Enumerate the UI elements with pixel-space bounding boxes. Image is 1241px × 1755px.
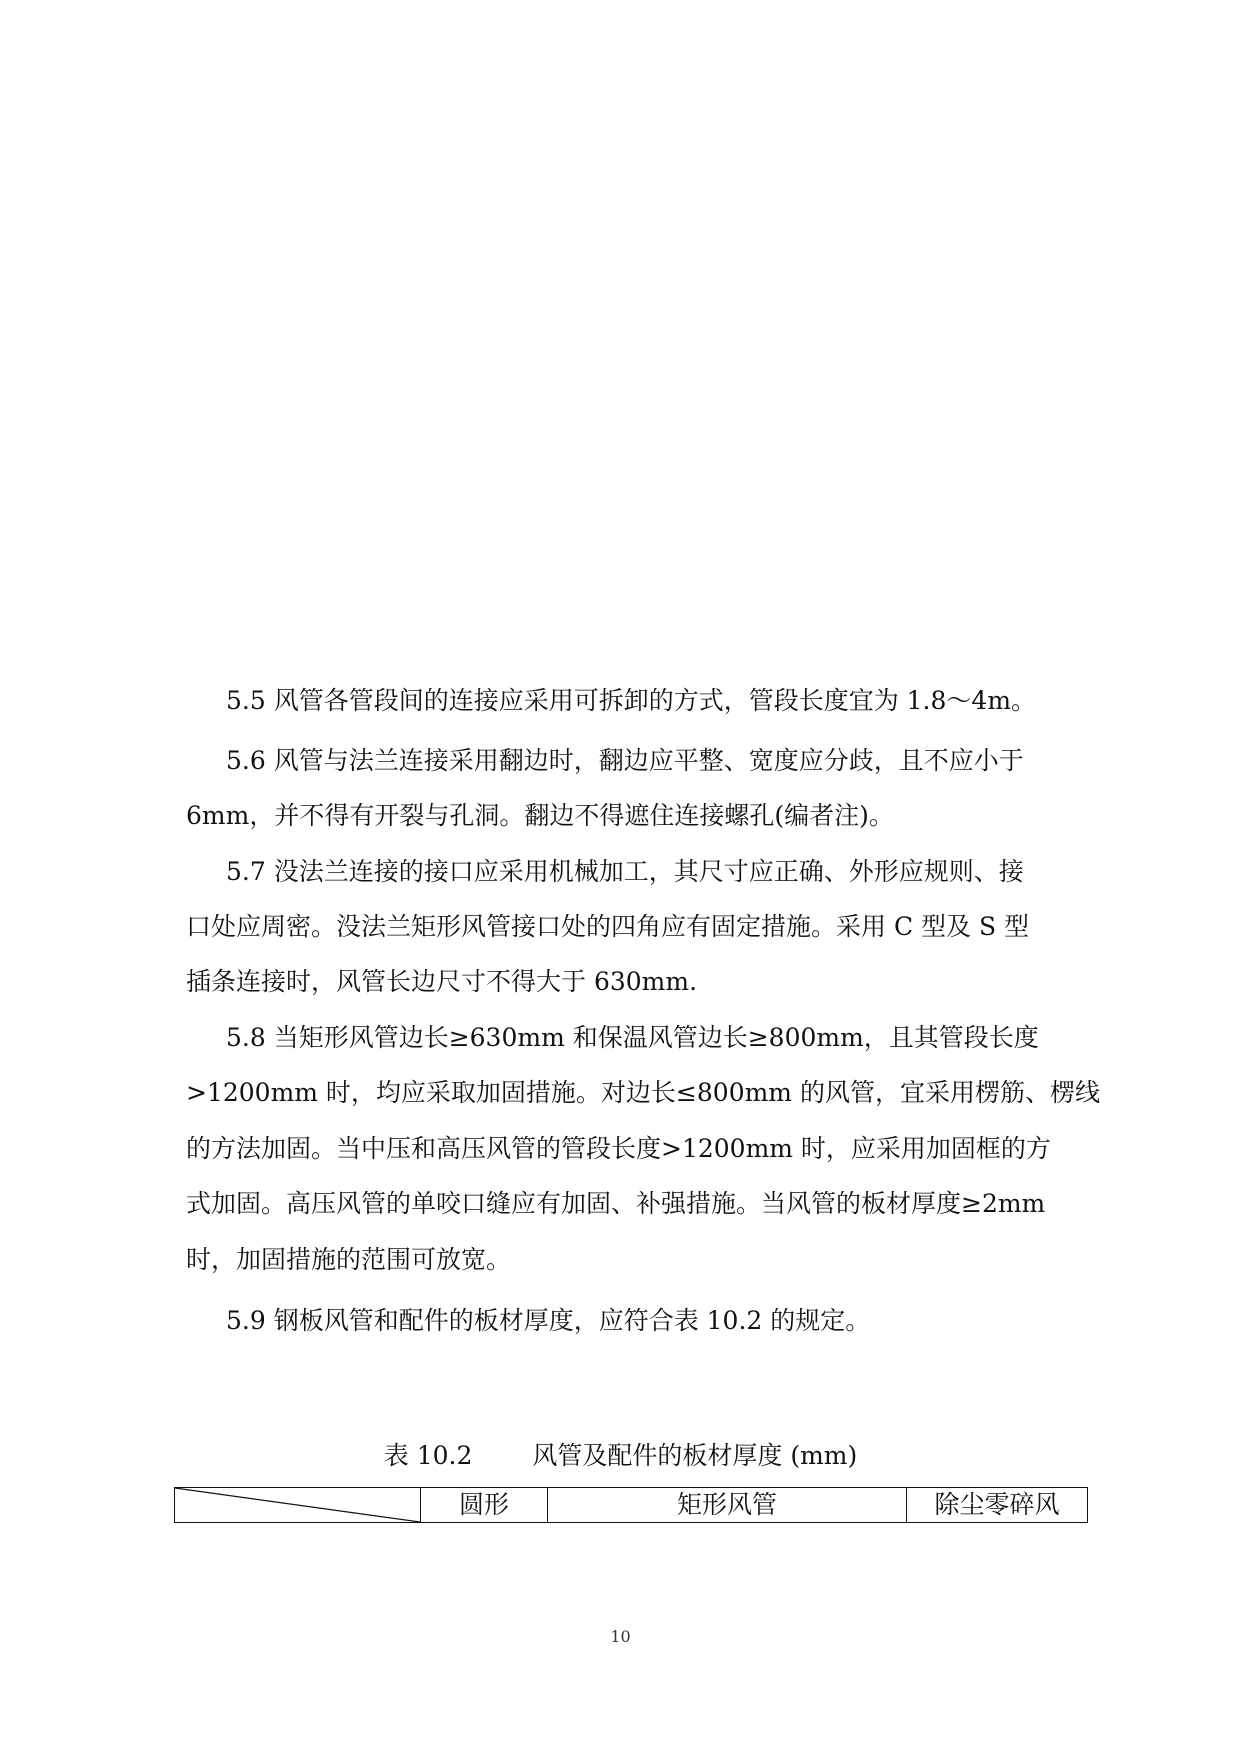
thickness-table bbox=[174, 1487, 1088, 1523]
paragraph-5-8-line-2: >1200mm 时，均应采取加固措施。对边长≤800mm 的风管，宜采用楞筋、楞线 bbox=[186, 1078, 1100, 1107]
page-number: 10 bbox=[610, 1627, 631, 1646]
paragraph-5-9-line-1: 5.9 钢板风管和配件的板材厚度，应符合表 10.2 的规定。 bbox=[226, 1306, 871, 1335]
table-caption-number: 表 10.2 bbox=[383, 1441, 473, 1470]
table-header-round: 圆形 bbox=[421, 1488, 548, 1523]
table-header-rectangular: 矩形风管 bbox=[548, 1488, 907, 1523]
paragraph-5-8-line-5: 时，加固措施的范围可放宽。 bbox=[186, 1245, 512, 1274]
paragraph-5-7-line-3: 插条连接时，风管长边尺寸不得大于 630mm. bbox=[186, 967, 698, 996]
paragraph-5-7-line-2: 口处应周密。没法兰矩形风管接口处的四角应有固定措施。采用 C 型及 S 型 bbox=[186, 912, 1030, 941]
diagonal-divider-line bbox=[175, 1488, 420, 1522]
table-caption bbox=[0, 1441, 1241, 1471]
table-header-row bbox=[175, 1488, 1088, 1523]
paragraph-5-8-line-3: 的方法加固。当中压和高压风管的管段长度>1200mm 时，应采用加固框的方 bbox=[186, 1134, 1051, 1163]
table-corner-cell bbox=[175, 1488, 421, 1523]
paragraph-5-6-line-1: 5.6 风管与法兰连接采用翻边时，翻边应平整、宽度应分歧，且不应小于 bbox=[226, 746, 1024, 775]
table-caption-title: 风管及配件的板材厚度 (mm) bbox=[532, 1441, 858, 1470]
paragraph-5-8-line-1: 5.8 当矩形风管边长≥630mm 和保温风管边长≥800mm，且其管段长度 bbox=[226, 1023, 1039, 1052]
paragraph-5-8-line-4: 式加固。高压风管的单咬口缝应有加固、补强措施。当风管的板材厚度≥2mm bbox=[186, 1189, 1046, 1218]
paragraph-5-5-line-1: 5.5 风管各管段间的连接应采用可拆卸的方式，管段长度宜为 1.8～4m。 bbox=[226, 686, 1037, 715]
table-header-dust-removal: 除尘零碎风 bbox=[907, 1488, 1088, 1523]
paragraph-5-7-line-1: 5.7 没法兰连接的接口应采用机械加工，其尺寸应正确、外形应规则、接 bbox=[226, 857, 1024, 886]
paragraph-5-6-line-2: 6mm，并不得有开裂与孔洞。翻边不得遮住连接螺孔(编者注)。 bbox=[186, 801, 894, 830]
